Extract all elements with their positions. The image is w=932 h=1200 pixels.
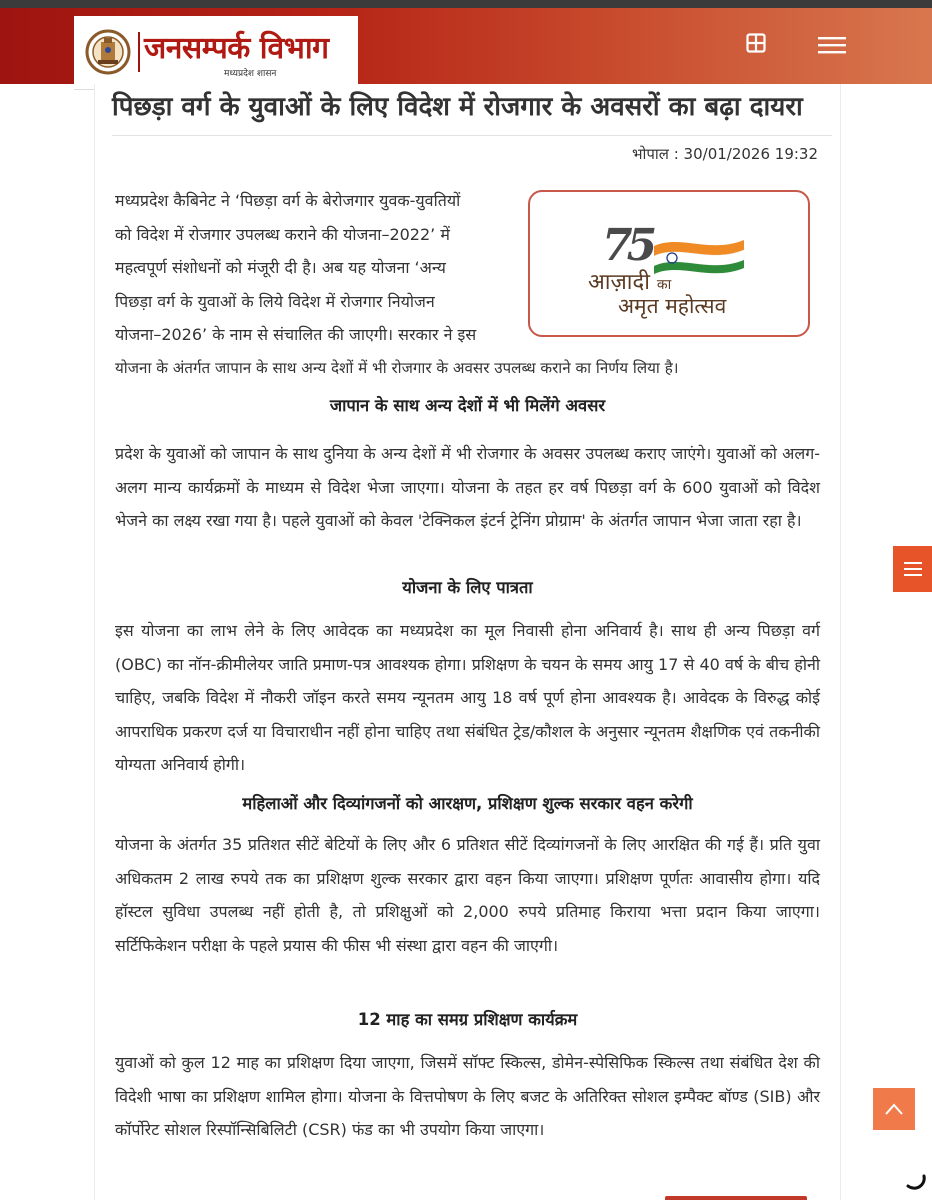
list-icon[interactable] bbox=[893, 546, 932, 592]
site-header bbox=[0, 8, 932, 84]
intro-line-4: पिछड़ा वर्ग के युवाओं के लिये विदेश में रोजगार नियोजन bbox=[115, 291, 435, 311]
amrit-line-2: अमृत महोत्सव bbox=[618, 294, 727, 318]
section-body-2: इस योजना का लाभ लेने के लिए आवेदक का मध्यप्रदेश का मूल निवासी होना अनिवार्य है। साथ ही अन्य पिछड़ा वर्ग (OBC) का नॉन-क्रीमीलेयर जाति प्रमाण-पत्र आवश्यक होगा। प्रशिक्षण के चयन के समय आयु 17 से 40 वर्ष के बीच होनी चाहिए, जबकि विदेश में नौकरी जॉइन करते समय न्यूनतम आयु 18 वर्ष पूर्ण होना आवश्यक है। आवेदक के विरुद्ध कोई आपराधिक प्रकरण दर्ज या विचाराधीन नहीं होना चाहिए तथा संबंधित ट्रेड/कौशल के अनुसार न्यूनतम शैक्षणिक एवं तकनीकी योग्यता अनिवार्य होगी। bbox=[115, 621, 820, 774]
section-body-4: युवाओं को कुल 12 माह का प्रशिक्षण दिया जाएगा, जिसमें सॉफ्ट स्किल्स, डोमेन-स्पेसिफिक स्किल्स तथा संबंधित देश की विदेशी भाषा का प्रशिक्षण शामिल होगा। योजना के वित्तपोषण के लिए बजट के अतिरिक्त सोशल इम्पैक्ट बॉण्ड (SIB) और कॉर्पोरेट सोशल रिस्पॉन्सिबिलिटी (CSR) फंड का भी उपयोग किया जाएगा। bbox=[115, 1053, 820, 1139]
intro-line-2: को विदेश में रोजगार उपलब्ध कराने की योजना–2022’ में bbox=[115, 224, 450, 244]
article-dateline: भोपाल : 30/01/2026 19:32 bbox=[631, 145, 818, 163]
section-heading-3: महिलाओं और दिव्यांगजनों को आरक्षण, प्रशिक्षण शुल्क सरकार वहन करेगी bbox=[242, 794, 693, 813]
spinner-icon bbox=[904, 1168, 928, 1192]
grid-icon[interactable] bbox=[742, 30, 770, 56]
intro-line-5: योजना–2026’ के नाम से संचालित की जाएगी। सरकार ने इस bbox=[115, 325, 477, 344]
scroll-to-top-button[interactable] bbox=[873, 1088, 915, 1130]
amrit-line-1-small: का bbox=[656, 277, 672, 293]
headline-divider bbox=[112, 135, 832, 136]
list-icon-glyph bbox=[904, 561, 922, 577]
chevron-up-icon bbox=[884, 1102, 904, 1116]
site-title: जनसम्पर्क विभाग bbox=[144, 31, 329, 66]
hamburger-menu-icon[interactable] bbox=[812, 30, 852, 60]
intro-line-6: योजना के अंतर्गत जापान के साथ अन्य देशों में भी रोजगार के अवसर उपलब्ध कराने का निर्णय लिया है। bbox=[115, 358, 679, 377]
bottom-tab-indicator[interactable] bbox=[665, 1196, 807, 1200]
section-body-1: प्रदेश के युवाओं को जापान के साथ दुनिया के अन्य देशों में भी रोजगार के अवसर उपलब्ध कराए जाएंगे। युवाओं को अलग-अलग मान्य कार्यक्रमों के माध्यम से विदेश भेजा जाएगा। योजना के तहत हर वर्ष पिछड़ा वर्ग के 600 युवाओं को विदेश भेजने का लक्ष्य रखा गया है। पहले युवाओं को केवल 'टेक्निकल इंटर्न ट्रेनिंग प्रोग्राम' के अंतर्गत जापान भेजा जाता रहा है। bbox=[115, 444, 820, 530]
section-heading-1: जापान के साथ अन्य देशों में भी मिलेंगे अवसर bbox=[329, 396, 606, 415]
section-body-3: योजना के अंतर्गत 35 प्रतिशत सीटें बेटियों के लिए और 6 प्रतिशत सीटें दिव्यांगजनों के लिए आरक्षित की गई हैं। प्रति युवा अधिकतम 2 लाख रुपये तक का प्रशिक्षण शुल्क सरकार द्वारा वहन किया जाएगा। प्रशिक्षण पूर्णतः आवासीय होगा। यदि हॉस्टल सुविधा उपलब्ध नहीं होती है, तो प्रशिक्षुओं को 2,000 रुपये प्रतिमाह किराया भत्ता प्रदान किया जाएगा। सर्टिफिकेशन परीक्षा के पहले प्रयास की फीस भी संस्था द्वारा वहन की जाएगी। bbox=[115, 835, 820, 955]
emblem-icon bbox=[84, 28, 132, 78]
intro-paragraph bbox=[115, 184, 820, 385]
intro-line-3: महत्वपूर्ण संशोधनों को मंजूरी दी है। अब यह योजना ‘अन्य bbox=[115, 258, 446, 277]
section-heading-2: योजना के लिए पात्रता bbox=[402, 578, 533, 597]
site-logo[interactable] bbox=[74, 16, 358, 90]
section-heading-4: 12 माह का समग्र प्रशिक्षण कार्यक्रम bbox=[357, 1010, 578, 1029]
amrit-75-logo: 75 bbox=[602, 220, 652, 271]
site-subtitle: मध्यप्रदेश शासन bbox=[224, 69, 277, 79]
article-headline: पिछड़ा वर्ग के युवाओं के लिए विदेश में रोजगार के अवसरों का बढ़ा दायरा bbox=[112, 92, 803, 122]
intro-line-1: मध्यप्रदेश कैबिनेट ने ‘पिछड़ा वर्ग के बेरोजगार युवक-युवतियों bbox=[115, 191, 461, 210]
logo-separator bbox=[138, 32, 140, 72]
amrit-line-1-main: आज़ादी bbox=[588, 270, 650, 295]
hamburger-glyph bbox=[818, 35, 846, 55]
top-status-strip bbox=[0, 0, 932, 8]
grid-icon-glyph bbox=[746, 33, 766, 53]
